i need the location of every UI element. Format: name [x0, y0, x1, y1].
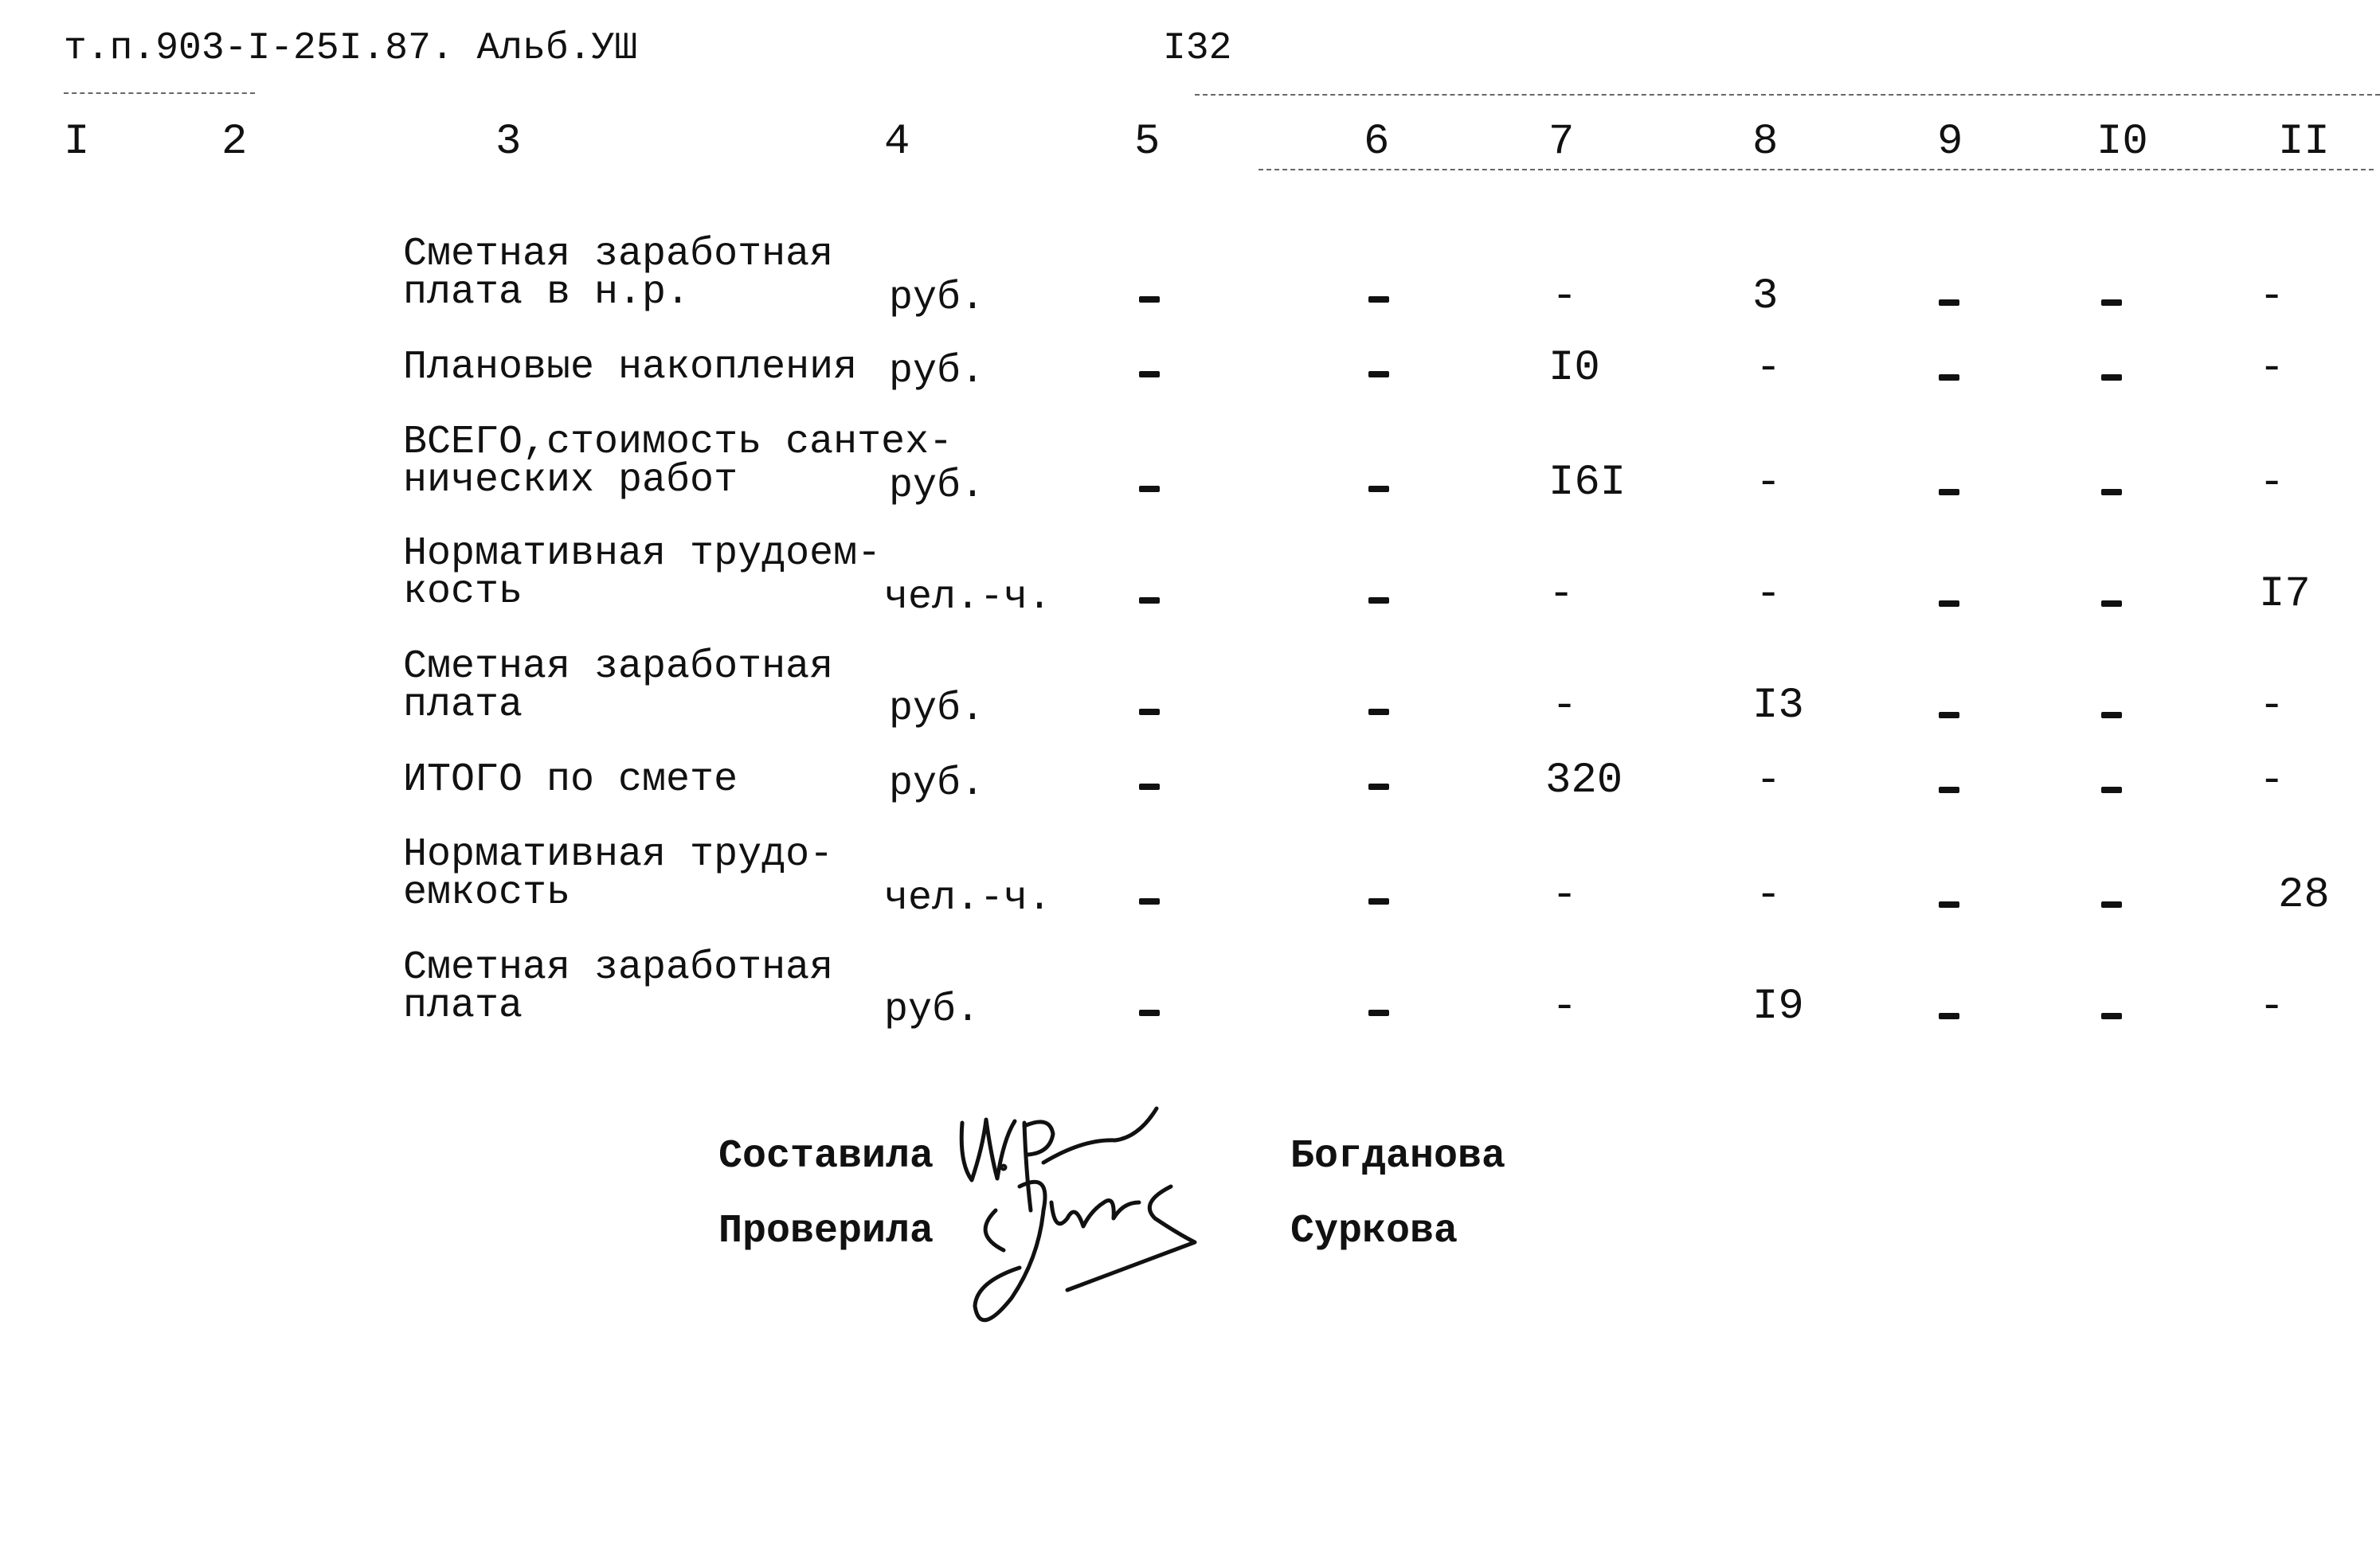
column-header-8: 8	[1752, 118, 1779, 166]
column-header-7: 7	[1548, 118, 1575, 166]
dash-c6	[1368, 709, 1389, 715]
header-underline-left	[64, 92, 255, 94]
cell-c8: I3	[1752, 682, 1804, 730]
compiled-by-label: Составила	[718, 1134, 934, 1179]
dash-c10	[2101, 600, 2122, 607]
dash-c6	[1368, 898, 1389, 905]
dash-c5	[1139, 784, 1160, 790]
handwritten-signature-checker	[956, 1163, 1274, 1330]
row-label: ВСЕГО,стоимость сантех- нических работ	[403, 420, 953, 503]
dash-c5	[1139, 296, 1160, 303]
cell-c8: -	[1756, 459, 1782, 507]
dash-c9	[1939, 299, 1959, 306]
dash-c6	[1368, 784, 1389, 790]
row-unit: руб.	[889, 276, 985, 321]
row-unit: руб.	[884, 987, 981, 1033]
dash-c9	[1939, 600, 1959, 607]
cell-c8: -	[1756, 344, 1782, 393]
column-header-11: II	[2278, 118, 2330, 166]
column-header-10: I0	[2096, 118, 2148, 166]
column-header-underline	[1259, 169, 2374, 170]
dash-c5	[1139, 597, 1160, 604]
cell-c7: -	[1548, 570, 1575, 619]
cell-c8: I9	[1752, 983, 1804, 1031]
row-unit: чел.-ч.	[884, 876, 1052, 921]
dash-c9	[1939, 901, 1959, 908]
column-header-4: 4	[884, 118, 910, 166]
dash-c10	[2101, 374, 2122, 381]
row-label: Нормативная трудоем- кость	[403, 531, 882, 615]
cell-c8: 3	[1752, 272, 1779, 321]
cell-c7: -	[1552, 983, 1578, 1031]
row-label: Плановые накопления	[403, 345, 858, 390]
dash-c9	[1939, 1013, 1959, 1019]
dash-c10	[2101, 489, 2122, 495]
compiled-by-name: Богданова	[1290, 1134, 1506, 1179]
cell-c11: 28	[2278, 871, 2330, 920]
dash-c10	[2101, 901, 2122, 908]
dash-c6	[1368, 1010, 1389, 1016]
row-label: Сметная заработная плата	[403, 945, 834, 1029]
cell-c8: -	[1756, 756, 1782, 805]
cell-c8: -	[1756, 871, 1782, 920]
dash-c10	[2101, 787, 2122, 793]
dash-c9	[1939, 787, 1959, 793]
cell-c7: I6I	[1548, 459, 1626, 507]
dash-c10	[2101, 712, 2122, 718]
dash-c5	[1139, 709, 1160, 715]
dash-c6	[1368, 597, 1389, 604]
row-label: Сметная заработная плата в н.р.	[403, 232, 834, 315]
page-number: I32	[1163, 27, 1232, 70]
column-header-2: 2	[221, 118, 248, 166]
cell-c11: I7	[2259, 570, 2311, 619]
column-header-1: I	[64, 118, 90, 166]
column-header-6: 6	[1364, 118, 1390, 166]
dash-c10	[2101, 1013, 2122, 1019]
cell-c11: -	[2259, 344, 2285, 393]
row-label: ИТОГО по смете	[403, 757, 738, 803]
dash-c9	[1939, 712, 1959, 718]
header-underline-right	[1195, 94, 2380, 96]
column-header-9: 9	[1937, 118, 1963, 166]
dash-c5	[1139, 371, 1160, 377]
row-label: Нормативная трудо- емкость	[403, 832, 834, 916]
row-unit: руб.	[889, 686, 985, 732]
cell-c11: -	[2259, 459, 2285, 507]
cell-c7: 320	[1545, 756, 1623, 805]
cell-c7: -	[1552, 272, 1578, 321]
dash-c5	[1139, 1010, 1160, 1016]
dash-c10	[2101, 299, 2122, 306]
document-reference: т.п.903-I-25I.87. Альб.УШ	[64, 27, 638, 70]
cell-c11: -	[2259, 682, 2285, 730]
cell-c7: -	[1552, 682, 1578, 730]
cell-c8: -	[1756, 570, 1782, 619]
dash-c5	[1139, 486, 1160, 492]
row-label: Сметная заработная плата	[403, 644, 834, 728]
row-unit: чел.-ч.	[884, 575, 1052, 620]
dash-c6	[1368, 371, 1389, 377]
row-unit: руб.	[889, 463, 985, 509]
dash-c6	[1368, 486, 1389, 492]
cell-c7: -	[1552, 871, 1578, 920]
dash-c9	[1939, 489, 1959, 495]
row-unit: руб.	[889, 349, 985, 394]
dash-c9	[1939, 374, 1959, 381]
dash-c6	[1368, 296, 1389, 303]
cell-c11: -	[2259, 983, 2285, 1031]
dash-c5	[1139, 898, 1160, 905]
cell-c11: -	[2259, 756, 2285, 805]
row-unit: руб.	[889, 761, 985, 807]
cell-c11: -	[2259, 272, 2285, 321]
cell-c7: I0	[1548, 344, 1600, 393]
column-header-3: 3	[495, 118, 522, 166]
checked-by-label: Проверила	[718, 1209, 934, 1254]
checked-by-name: Суркова	[1290, 1209, 1458, 1254]
column-header-5: 5	[1134, 118, 1161, 166]
